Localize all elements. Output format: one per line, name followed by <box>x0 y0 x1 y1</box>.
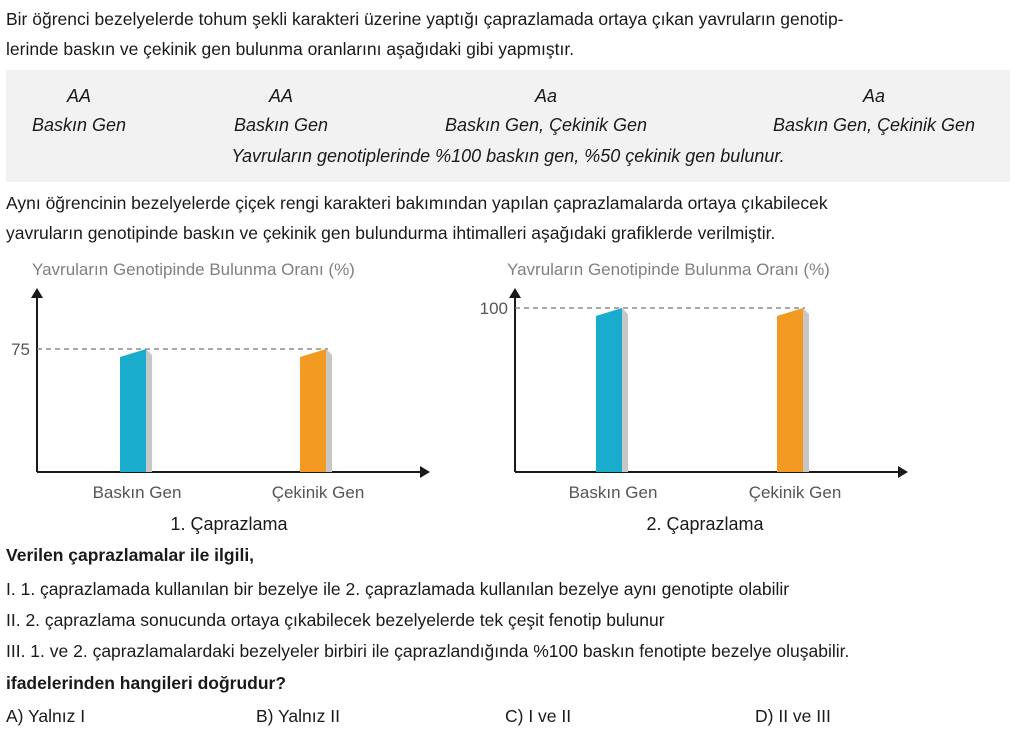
genotype-genes: Baskın Gen <box>31 115 127 135</box>
statement-1: I. 1. çaprazlamada kullanılan bir bezelye ile 2. çaprazlamada kullanılan bezelye aynı genotipte olabilir <box>6 579 790 599</box>
chart-1 <box>0 255 440 540</box>
category-label: Çekinik Gen <box>271 483 365 502</box>
genotype-genes: Baskın Gen, Çekinik Gen <box>444 115 648 135</box>
genotype-genes: Baskın Gen <box>233 115 329 135</box>
genotype-column-4 <box>754 82 994 140</box>
chart-intro-line-1: Aynı öğrencinin bezelyelerde çiçek rengi karakteri bakımından yapılan çaprazlamalarda ortaya çıkabilecek <box>6 193 828 213</box>
genotype-note: Yavruların genotiplerinde %100 baskın gen, %50 çekinik gen bulunur. <box>231 146 785 166</box>
statement-2: II. 2. çaprazlama sonucunda ortaya çıkabilecek bezelyelerde tek çeşit fenotip bulunur <box>6 610 665 630</box>
question-stem: Verilen çaprazlamalar ile ilgili, <box>6 545 255 565</box>
chart-2-svg <box>470 255 918 540</box>
bar-recessive <box>777 308 803 472</box>
genotype-symbol: AA <box>66 86 91 106</box>
category-label: Baskın Gen <box>92 483 182 502</box>
intro-line-2: lerinde baskın ve çekinik gen bulunma oranlarını aşağıdaki gibi yapmıştır. <box>6 39 575 59</box>
genotype-box <box>6 70 1010 182</box>
bar-dominant <box>120 349 146 472</box>
chart-title: Yavruların Genotipinde Bulunma Oranı (%) <box>32 260 355 279</box>
question-prompt: ifadelerinden hangileri doğrudur? <box>6 673 287 693</box>
genotype-column-1 <box>24 82 134 140</box>
genotype-symbol: Aa <box>534 86 558 106</box>
x-axis-arrow-icon <box>898 466 908 478</box>
x-axis-arrow-icon <box>420 466 430 478</box>
bar-side-recessive <box>326 349 332 472</box>
chart-caption: 2. Çaprazlama <box>646 514 764 534</box>
genotype-column-3 <box>426 82 666 140</box>
y-axis-arrow-icon <box>509 288 521 298</box>
y-tick-label: 75 <box>11 340 30 359</box>
bar-side-dominant <box>146 349 152 472</box>
option-b[interactable]: B) Yalnız II <box>256 706 340 726</box>
bar-side-dominant <box>622 308 628 472</box>
bar-dominant <box>596 308 622 472</box>
chart-intro-line-2: yavruların genotipinde baskın ve çekinik gen bulundurma ihtimalleri aşağıdaki grafiklerde verilmiştir. <box>6 223 776 243</box>
bar-recessive <box>300 349 326 472</box>
y-tick-label: 100 <box>479 299 508 318</box>
y-axis-arrow-icon <box>31 288 43 298</box>
genotype-symbol: Aa <box>862 86 886 106</box>
chart-1-svg <box>0 255 440 540</box>
intro-line-1: Bir öğrenci bezelyelerde tohum şekli karakteri üzerine yaptığı çaprazlamada ortaya çıkan yavruların genotip- <box>6 9 844 29</box>
chart-title: Yavruların Genotipinde Bulunma Oranı (%) <box>507 260 830 279</box>
intro-paragraph <box>6 4 1010 64</box>
bar-side-recessive <box>803 308 809 472</box>
chart-2 <box>470 255 918 540</box>
genotype-genes: Baskın Gen, Çekinik Gen <box>772 115 976 135</box>
genotype-column-2 <box>226 82 336 140</box>
category-label: Çekinik Gen <box>748 483 842 502</box>
category-label: Baskın Gen <box>568 483 658 502</box>
chart-caption: 1. Çaprazlama <box>170 514 288 534</box>
option-c[interactable]: C) I ve II <box>505 706 572 726</box>
chart-intro-paragraph <box>6 188 1010 248</box>
statement-3: III. 1. ve 2. çaprazlamalardaki bezelyeler birbiri ile çaprazlandığında %100 baskın fenotipte bezelye oluşabilir. <box>6 641 850 661</box>
option-d[interactable]: D) II ve III <box>755 706 831 726</box>
option-a[interactable]: A) Yalnız I <box>6 706 86 726</box>
genotype-symbol: AA <box>268 86 293 106</box>
